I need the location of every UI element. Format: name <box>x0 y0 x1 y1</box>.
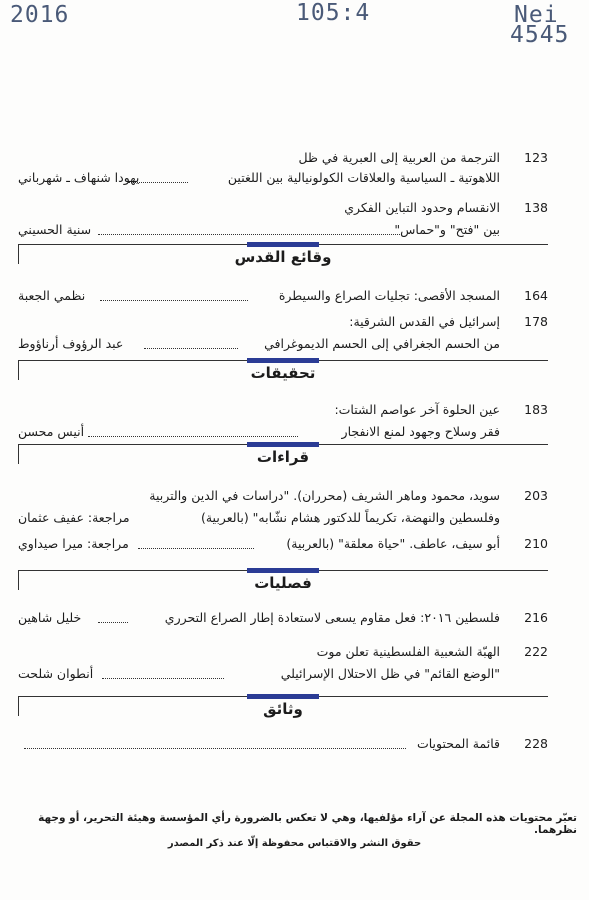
leader-dots <box>144 348 238 349</box>
handwritten-issue-mark: 105:4 <box>296 0 371 26</box>
page-number: 222 <box>524 644 548 659</box>
leader-dots <box>88 436 298 437</box>
entry-author: يهودا شنهاف ـ شهرباني <box>18 170 140 185</box>
section-title: وثائق <box>263 700 303 718</box>
page-number: 138 <box>524 200 548 215</box>
leader-dots <box>98 234 400 235</box>
entry-title: الانقسام وحدود التباين الفكري <box>344 200 500 215</box>
leader-dots <box>102 678 224 679</box>
section-header <box>18 360 548 382</box>
section-accent-bar <box>247 242 319 247</box>
entry-subtitle: بين "فتح" و"حماس" <box>394 222 500 237</box>
entry-subtitle: اللاهوتية ـ السياسية والعلاقات الكولونيالية بين اللغتين <box>227 170 500 185</box>
page-number: 123 <box>524 150 548 165</box>
entry-subtitle: "الوضع القائم" في ظل الاحتلال الإسرائيلي <box>280 666 500 681</box>
entry-subtitle: من الحسم الجغرافي إلى الحسم الديموغرافي <box>264 336 500 351</box>
section-header <box>18 696 548 718</box>
entry-title: قائمة المحتويات <box>416 736 500 751</box>
entry-title: الهبّة الشعبية الفلسطينية تعلن موت <box>316 644 500 659</box>
section-title: وقائع القدس <box>234 248 332 266</box>
page-number: 178 <box>524 314 548 329</box>
section-header <box>18 570 548 592</box>
section-header <box>18 244 548 266</box>
handwritten-ref-bottom: 4545 <box>510 22 570 48</box>
leader-dots <box>100 300 248 301</box>
entry-author: نظمي الجعبة <box>18 288 86 303</box>
section-header <box>18 444 548 466</box>
section-title: قراءات <box>256 448 310 466</box>
entry-title: سويد، محمود وماهر الشريف (محرران). "دراسات في الدين والتربية <box>149 488 500 503</box>
entry-title: عين الحلوة آخر عواصم الشتات: <box>334 402 500 417</box>
entry-subtitle: وفلسطين والنهضة، تكريماً للدكتور هشام نشّابه" (بالعربية) <box>200 510 500 525</box>
entry-title: أبو سيف، عاطف. "حياة معلقة" (بالعربية) <box>286 536 500 551</box>
handwritten-ref-top: Nei <box>514 2 559 28</box>
entry-title: فلسطين ٢٠١٦: فعل مقاوم يسعى لاستعادة إطار الصراع التحرري <box>164 610 500 625</box>
leader-dots <box>24 748 406 749</box>
entry-author: عبد الرؤوف أرناؤوط <box>18 336 124 351</box>
section-title: فصليات <box>254 574 312 592</box>
leader-dots <box>138 548 254 549</box>
section-accent-bar <box>247 568 319 573</box>
leader-dots <box>98 622 128 623</box>
section-accent-bar <box>247 442 319 447</box>
handwritten-year: 2016 <box>10 2 70 28</box>
page-number: 216 <box>524 610 548 625</box>
page-number: 203 <box>524 488 548 503</box>
entry-author: خليل شاهين <box>18 610 82 625</box>
entry-author: مراجعة: عفيف عثمان <box>18 510 130 525</box>
page-number: 210 <box>524 536 548 551</box>
page-number: 164 <box>524 288 548 303</box>
copyright-note: حقوق النشر والاقتباس محفوظة إلّا عند ذكر المصدر <box>167 838 422 849</box>
entry-subtitle: فقر وسلاح وجهود لمنع الانفجار <box>341 424 500 439</box>
page-number: 183 <box>524 402 548 417</box>
entry-title: الترجمة من العربية إلى العبرية في ظل <box>298 150 500 165</box>
section-accent-bar <box>247 358 319 363</box>
entry-author: مراجعة: ميرا صيداوي <box>18 536 129 551</box>
entry-author: سنية الحسيني <box>18 222 92 237</box>
entry-title: المسجد الأقصى: تجليات الصراع والسيطرة <box>278 288 500 303</box>
disclaimer-note: تعبّر محتويات هذه المجلة عن آراء مؤلفيها، وهي لا تعكس بالضرورة رأي المؤسسة وهيئة التحرير، أو وجهة نظرهما. <box>38 812 577 836</box>
entry-author: أنطوان شلحت <box>18 666 94 681</box>
section-title: تحقيقات <box>250 364 316 382</box>
page-number: 228 <box>524 736 548 751</box>
section-accent-bar <box>247 694 319 699</box>
entry-title: إسرائيل في القدس الشرقية: <box>349 314 500 329</box>
entry-author: أنيس محسن <box>18 424 85 439</box>
